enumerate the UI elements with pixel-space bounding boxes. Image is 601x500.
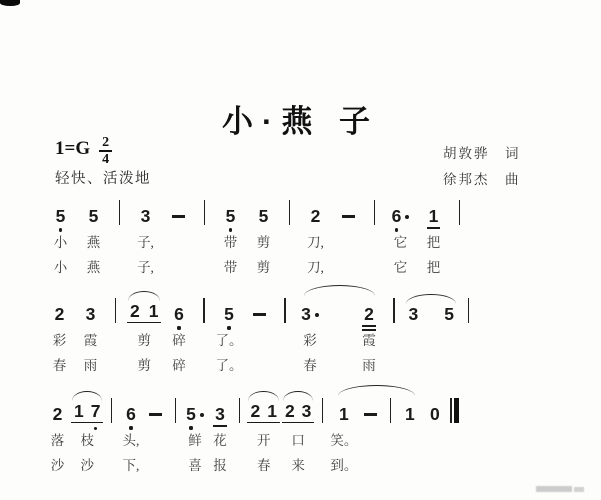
lyric-verse1: 小 — [53, 235, 68, 250]
note-row — [342, 198, 355, 225]
note-digit — [408, 303, 419, 324]
score-column — [215, 296, 242, 376]
digit: 6 — [126, 406, 136, 424]
note-row — [141, 198, 151, 225]
score-column — [405, 296, 456, 376]
slur-arc — [72, 391, 102, 401]
note-row — [224, 296, 234, 323]
digit: 6 — [174, 306, 184, 324]
duration-dash — [172, 215, 185, 218]
score-column — [208, 396, 231, 476]
digit: 2 — [52, 403, 63, 424]
score-column — [330, 396, 357, 476]
score-column — [131, 198, 160, 278]
note-digit — [250, 400, 261, 421]
note-digit — [301, 400, 312, 421]
note-digit — [85, 303, 96, 324]
lyric-verse2: 来 — [291, 458, 305, 473]
note-row — [392, 198, 410, 225]
lyric-verse1: 剪 — [137, 333, 151, 348]
lyric-verse1: 了。 — [215, 333, 243, 348]
note-row — [174, 296, 184, 323]
dotted-note-dot — [405, 215, 409, 219]
digit: 2 — [54, 303, 65, 324]
note-row — [253, 296, 266, 323]
digit: 5 — [444, 303, 454, 324]
note-row — [89, 198, 99, 225]
lyric-verse2: 碎 — [172, 358, 186, 373]
score-column — [105, 396, 117, 476]
digit: 1 — [405, 403, 415, 424]
note-row — [149, 396, 162, 423]
note-row — [226, 198, 236, 225]
digit: 5 — [186, 406, 196, 424]
note-digit — [174, 303, 184, 324]
note-row — [429, 198, 439, 225]
score-column — [247, 396, 279, 476]
barline — [468, 298, 470, 323]
score-column — [46, 296, 73, 376]
note-group — [247, 400, 279, 424]
barline — [111, 398, 113, 423]
note-digit — [430, 403, 440, 424]
lyric-verse1: 口 — [291, 433, 305, 448]
digit: 0 — [430, 403, 440, 424]
score-column — [301, 198, 330, 278]
note-row — [430, 396, 440, 423]
low-octave-dot — [59, 228, 62, 231]
barline — [284, 298, 286, 323]
digit: 2 — [130, 300, 140, 321]
score-column — [452, 198, 467, 278]
time-signature — [99, 135, 112, 168]
note-digit — [126, 403, 136, 424]
lyric-verse1: 鲜 — [188, 433, 202, 448]
lyric-verse1: 笑。 — [330, 433, 358, 448]
lyric-verse1: 剪 — [256, 235, 271, 250]
slur-arc — [128, 291, 160, 301]
note-row — [126, 396, 136, 423]
note-group — [282, 400, 314, 424]
note-digit — [224, 303, 234, 324]
score-column — [112, 198, 127, 278]
digit: 1 — [267, 400, 277, 421]
note-row — [55, 296, 65, 323]
note-row — [393, 296, 395, 323]
lyric-verse2: 春 — [256, 458, 271, 473]
lyric-verse2: 春 — [303, 358, 317, 373]
note-row — [284, 296, 286, 323]
digit: 3 — [408, 303, 419, 324]
slur-arc — [304, 285, 375, 296]
lyric-verse2: 小 — [53, 260, 68, 275]
lyric-verse1: 霞 — [362, 333, 376, 348]
digit: 1 — [429, 208, 439, 226]
score-column — [355, 296, 382, 376]
composer-credit: 徐邦杰 曲 — [443, 172, 521, 187]
duration-dash — [364, 413, 377, 416]
note-digit — [74, 400, 84, 421]
barline — [119, 200, 121, 225]
lyric-verse1: 枝 — [80, 433, 94, 448]
low-octave-dot — [229, 228, 232, 231]
score-column — [249, 198, 278, 278]
score-column — [108, 296, 123, 376]
score-column — [277, 296, 292, 376]
lyric-verse1: 头, — [122, 433, 140, 448]
digit: 2 — [284, 400, 295, 421]
notation-system-2 — [46, 282, 476, 376]
lyric-verse1: 它 — [393, 235, 408, 250]
note-row — [390, 396, 392, 423]
low-octave-dot — [129, 426, 132, 429]
note-row — [86, 296, 96, 323]
lyric-verse1: 落 — [50, 433, 65, 448]
barline — [374, 200, 376, 225]
score-column — [164, 198, 193, 278]
score-column — [233, 396, 245, 476]
barline — [289, 200, 291, 225]
note-digit — [310, 205, 321, 226]
note-row — [301, 296, 319, 323]
lyric-verse1: 把 — [426, 235, 441, 250]
score-column — [367, 198, 382, 278]
barline — [204, 200, 206, 225]
scan-corner-mark — [0, 0, 20, 6]
note-row — [175, 396, 177, 423]
note-row — [311, 198, 321, 225]
duration-dash — [253, 313, 266, 316]
slur-arc — [283, 391, 313, 401]
barline — [175, 398, 177, 423]
low-octave-dot — [227, 326, 230, 329]
lyric-verse2: 带 — [223, 260, 238, 275]
barline — [115, 298, 117, 323]
low-octave-dot — [94, 427, 97, 430]
score-column — [423, 396, 446, 476]
lyric-verse1: 花 — [213, 433, 227, 448]
note-row — [468, 296, 470, 323]
lyric-verse2: 下, — [122, 458, 140, 473]
lyric-verse2: 春 — [52, 358, 67, 373]
final-barline-thin — [450, 398, 452, 423]
lyric-verse1: 霞 — [83, 333, 98, 348]
lyric-verse1: 碎 — [172, 333, 186, 348]
slur-arc — [248, 391, 278, 401]
duration-underline — [362, 329, 376, 331]
note-digit — [364, 303, 374, 324]
score-column — [282, 198, 297, 278]
note-row — [53, 396, 63, 423]
score-column — [419, 198, 448, 278]
note-row — [115, 296, 117, 323]
lyric-verse2: 剪 — [137, 358, 151, 373]
note-group — [405, 303, 456, 324]
note-row — [459, 198, 461, 225]
barline — [393, 298, 395, 323]
note-row — [56, 198, 66, 225]
score-column — [282, 396, 314, 476]
score-column — [165, 296, 192, 376]
note-digit — [428, 205, 439, 226]
note-row — [239, 396, 241, 423]
note-row — [204, 198, 206, 225]
score-column — [119, 396, 142, 476]
note-digit — [339, 403, 349, 424]
low-octave-dot — [189, 426, 192, 429]
note-digit — [55, 205, 66, 226]
note-digit — [148, 300, 159, 321]
note-digit — [391, 205, 410, 226]
meter-numerator: 2 — [99, 135, 112, 152]
score-column — [461, 296, 476, 376]
final-barline — [450, 398, 459, 423]
score-column — [334, 198, 363, 278]
digit: 3 — [215, 406, 225, 424]
key-signature — [55, 135, 112, 168]
digit: 5 — [224, 306, 234, 324]
note-row — [259, 198, 269, 225]
lyric-verse2: 把 — [426, 260, 441, 275]
watermark — [536, 486, 584, 492]
note-digit — [186, 403, 204, 424]
dotted-note-dot — [315, 313, 319, 317]
score-column — [79, 198, 108, 278]
note-row — [374, 198, 376, 225]
digit: 5 — [88, 205, 99, 226]
score-column — [46, 396, 69, 476]
note-row — [364, 396, 377, 423]
note-group — [71, 400, 103, 424]
note-row — [364, 296, 374, 323]
note-row — [282, 396, 314, 423]
note-digit — [444, 303, 454, 324]
lyric-verse2: 燕 — [86, 260, 101, 275]
barline — [239, 398, 241, 423]
meter-denominator: 4 — [102, 152, 110, 168]
note-row — [339, 396, 349, 423]
digit: 5 — [56, 208, 66, 226]
lyric-verse2: 了。 — [215, 358, 243, 373]
watermark-smudge — [574, 487, 584, 492]
lyric-verse2: 子, — [137, 260, 154, 275]
note-digit — [140, 205, 151, 226]
digit: 2 — [364, 306, 374, 324]
note-row — [247, 396, 279, 423]
note-row — [289, 198, 291, 225]
score-column — [316, 396, 328, 476]
score-column — [386, 296, 401, 376]
barline — [203, 298, 205, 323]
digit: 7 — [91, 403, 101, 421]
lyric-verse2: 喜 — [188, 458, 202, 473]
digit: 3 — [140, 205, 151, 226]
note-row — [127, 296, 161, 323]
note-row — [450, 396, 459, 423]
note-digit — [88, 205, 99, 226]
digit: 1 — [148, 300, 159, 321]
slur-arc — [338, 385, 415, 396]
dotted-note-dot — [200, 413, 204, 417]
digit: 1 — [74, 400, 84, 421]
lyric-verse2: 它 — [393, 260, 408, 275]
lyric-verse2: 到。 — [330, 458, 358, 473]
note-group — [127, 300, 161, 324]
score-column — [183, 396, 206, 476]
score-column — [127, 296, 161, 376]
note-digit — [405, 403, 415, 424]
lyric-verse2: 沙 — [80, 458, 94, 473]
note-digit — [258, 205, 269, 226]
low-octave-dot — [177, 326, 180, 329]
score-column — [46, 198, 75, 278]
score-column — [197, 198, 212, 278]
note-row — [111, 396, 113, 423]
lyric-verse1: 燕 — [86, 235, 101, 250]
notation-system-1 — [46, 184, 467, 278]
score-column — [398, 396, 421, 476]
note-row — [203, 296, 205, 323]
score-column — [386, 198, 415, 278]
lyric-verse2: 沙 — [50, 458, 65, 473]
notation-system-3 — [46, 382, 460, 476]
final-barline-thick — [454, 398, 459, 423]
tempo-marking: 轻快、活泼地 — [55, 171, 151, 187]
lyric-verse1: 彩 — [303, 333, 317, 348]
note-digit — [284, 400, 295, 421]
song-title: 小·燕 子 — [222, 104, 379, 139]
lyric-verse1: 彩 — [52, 333, 67, 348]
slur-arc — [406, 294, 455, 304]
note-digit — [54, 303, 65, 324]
low-octave-dot — [395, 228, 398, 231]
duration-underline — [427, 227, 441, 229]
barline — [459, 200, 461, 225]
barline — [322, 398, 324, 423]
digit: 3 — [301, 303, 311, 324]
note-digit — [90, 400, 101, 421]
duration-underline — [213, 425, 227, 427]
note-row — [186, 396, 204, 423]
digit: 2 — [310, 205, 321, 226]
lyric-verse2: 报 — [213, 458, 227, 473]
note-digit — [52, 403, 63, 424]
lyric-verse2: 剪 — [256, 260, 271, 275]
digit: 2 — [250, 400, 261, 421]
score-column — [169, 396, 181, 476]
score-column — [246, 296, 273, 376]
key-tonic: 1=G — [55, 138, 91, 159]
watermark-smudge — [536, 486, 572, 492]
note-digit — [215, 403, 225, 424]
digit: 5 — [226, 208, 236, 226]
digit: 6 — [392, 208, 402, 226]
lyric-verse2: 雨 — [362, 358, 376, 373]
note-row — [71, 396, 103, 423]
note-digit — [225, 205, 236, 226]
note-digit — [267, 400, 277, 421]
score-column — [196, 296, 211, 376]
note-row — [322, 396, 324, 423]
score-column — [296, 296, 323, 376]
digit: 3 — [301, 400, 312, 421]
score-column — [384, 396, 396, 476]
score-column — [144, 396, 167, 476]
duration-underline — [362, 325, 376, 327]
score-column — [216, 198, 245, 278]
barline — [390, 398, 392, 423]
score-column — [77, 296, 104, 376]
lyric-verse1: 子, — [137, 235, 154, 250]
digit: 3 — [85, 303, 96, 324]
note-row — [405, 396, 415, 423]
note-row — [405, 296, 456, 323]
lyric-verse2: 雨 — [83, 358, 98, 373]
lyric-verse1: 开 — [256, 433, 271, 448]
note-digit — [130, 300, 140, 321]
digit: 5 — [258, 205, 269, 226]
score-column — [71, 396, 103, 476]
score-column — [448, 396, 460, 476]
note-row — [215, 396, 225, 423]
duration-dash — [342, 215, 355, 218]
duration-dash — [149, 413, 162, 416]
note-digit — [301, 303, 319, 324]
lyricist-credit: 胡敦骅 词 — [443, 146, 521, 161]
digit: 1 — [339, 403, 349, 424]
lyric-verse1: 带 — [223, 235, 238, 250]
score-column — [359, 396, 382, 476]
note-row — [172, 198, 185, 225]
lyric-verse2: 刀, — [307, 260, 324, 275]
lyric-verse1: 刀, — [307, 235, 324, 250]
note-row — [119, 198, 121, 225]
